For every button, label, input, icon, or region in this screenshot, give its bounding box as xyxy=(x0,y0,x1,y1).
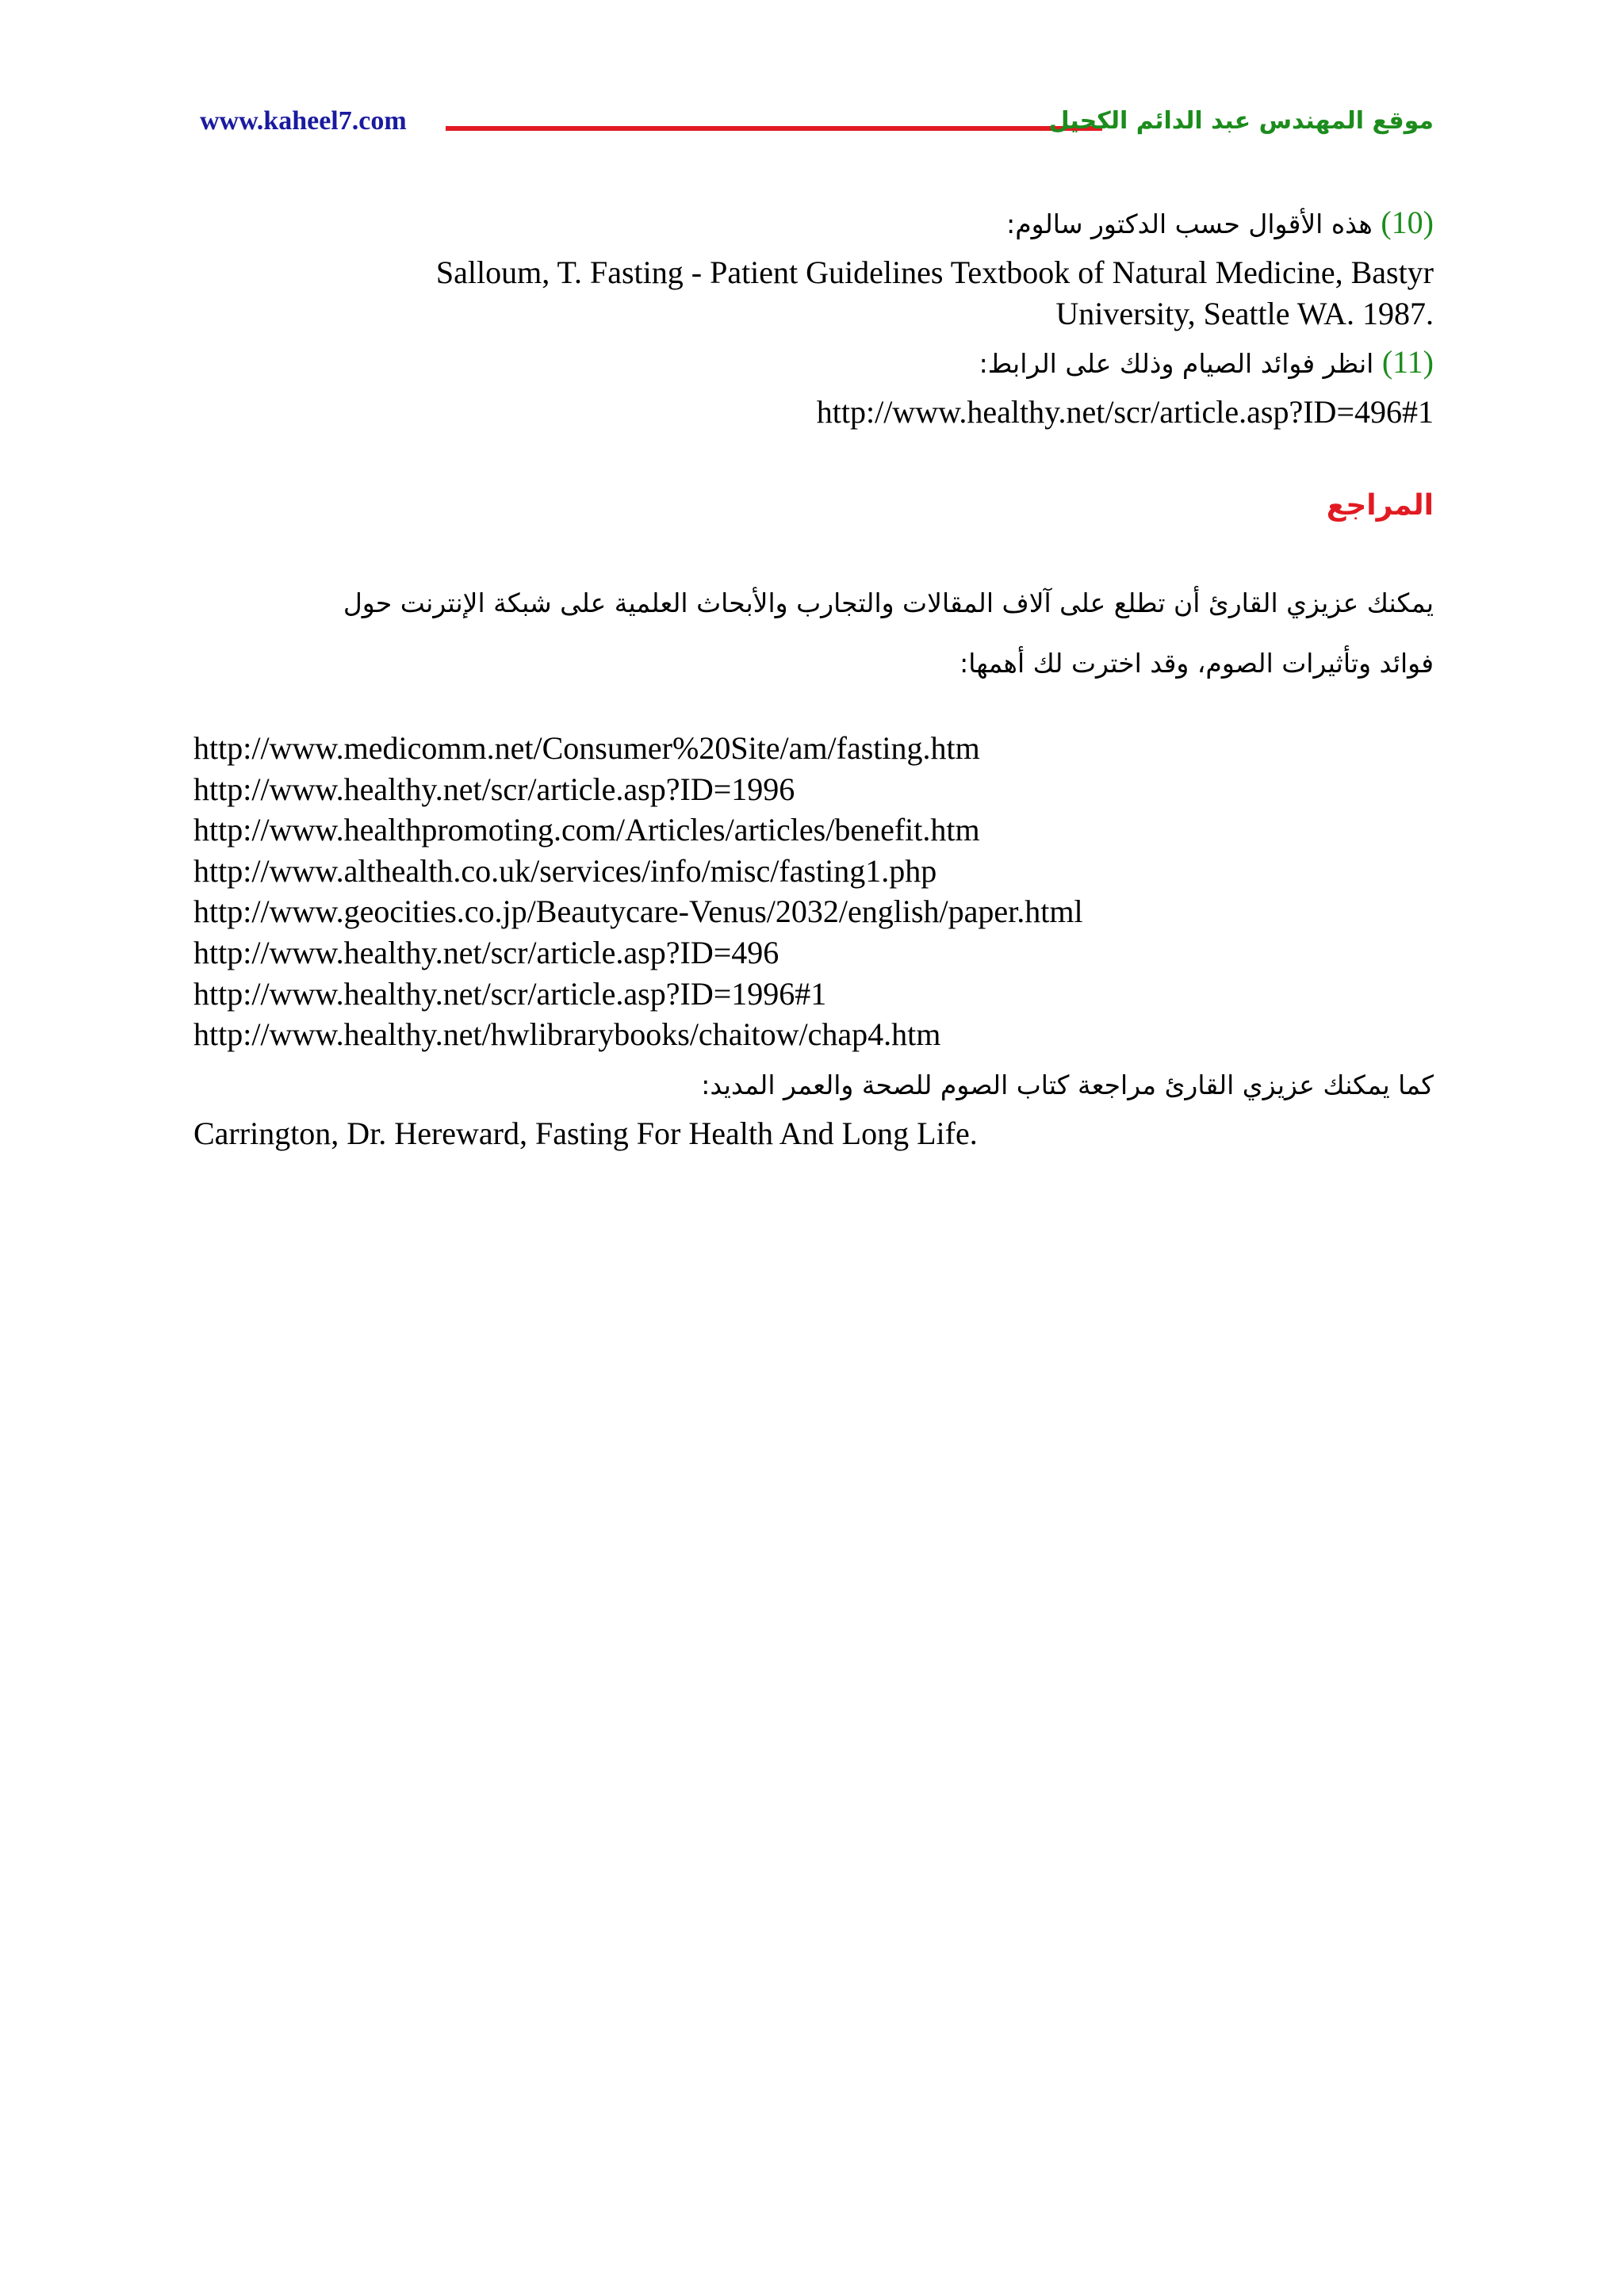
book-intro: كما يمكنك عزيزي القارئ مراجعة كتاب الصوم للصحة والعمر المديد: xyxy=(701,1070,1434,1100)
footnote-link[interactable]: http://www.healthy.net/scr/article.asp?ID=496#1 xyxy=(816,394,1434,430)
header-divider xyxy=(446,126,1102,131)
reference-link[interactable]: http://www.althealth.co.uk/services/info/misc/fasting1.php xyxy=(193,852,937,889)
book-reference: Carrington, Dr. Hereward, Fasting For Health And Long Life. xyxy=(193,1115,978,1151)
footnote-text: انظر فوائد الصيام وذلك على الرابط: xyxy=(979,348,1374,379)
reference-link[interactable]: http://www.medicomm.net/Consumer%20Site/am/fasting.htm xyxy=(193,730,980,766)
reference-link[interactable]: http://www.geocities.co.jp/Beautycare-Venus/2032/english/paper.html xyxy=(193,894,1083,930)
footnote-number: (10) xyxy=(1381,205,1434,240)
footnote-number: (11) xyxy=(1381,344,1434,380)
reference-link[interactable]: http://www.healthpromoting.com/Articles/articles/benefit.htm xyxy=(193,812,980,848)
reference-line: Salloum, T. Fasting - Patient Guidelines Textbook of Natural Medicine, Bastyr xyxy=(435,254,1434,290)
references-heading: المراجع xyxy=(1326,489,1434,522)
header-site-name: موقع المهندس عبد الدائم الكحيل xyxy=(1048,107,1434,135)
references-intro-line: يمكنك عزيزي القارئ أن تطلع على آلاف المقالات والتجارب والأبحاث العلمية على شبكة الإنترنت حول xyxy=(343,587,1434,618)
reference-link[interactable]: http://www.healthy.net/hwlibrarybooks/chaitow/chap4.htm xyxy=(193,1016,941,1053)
footnote-10 xyxy=(1006,203,1434,244)
reference-link[interactable]: http://www.healthy.net/scr/article.asp?ID=496 xyxy=(193,934,779,970)
header-url[interactable]: www.kaheel7.com xyxy=(200,106,407,136)
references-link-list xyxy=(193,728,1083,1055)
footnote-11 xyxy=(979,342,1434,384)
reference-link[interactable]: http://www.healthy.net/scr/article.asp?ID=1996 xyxy=(193,771,795,807)
references-intro-line: فوائد وتأثيرات الصوم، وقد اخترت لك أهمها: xyxy=(959,648,1434,679)
footnote-text: هذه الأقوال حسب الدكتور سالوم: xyxy=(1006,209,1373,239)
reference-link[interactable]: http://www.healthy.net/scr/article.asp?ID=1996#1 xyxy=(193,975,827,1012)
reference-line: University, Seattle WA. 1987. xyxy=(1055,296,1434,331)
